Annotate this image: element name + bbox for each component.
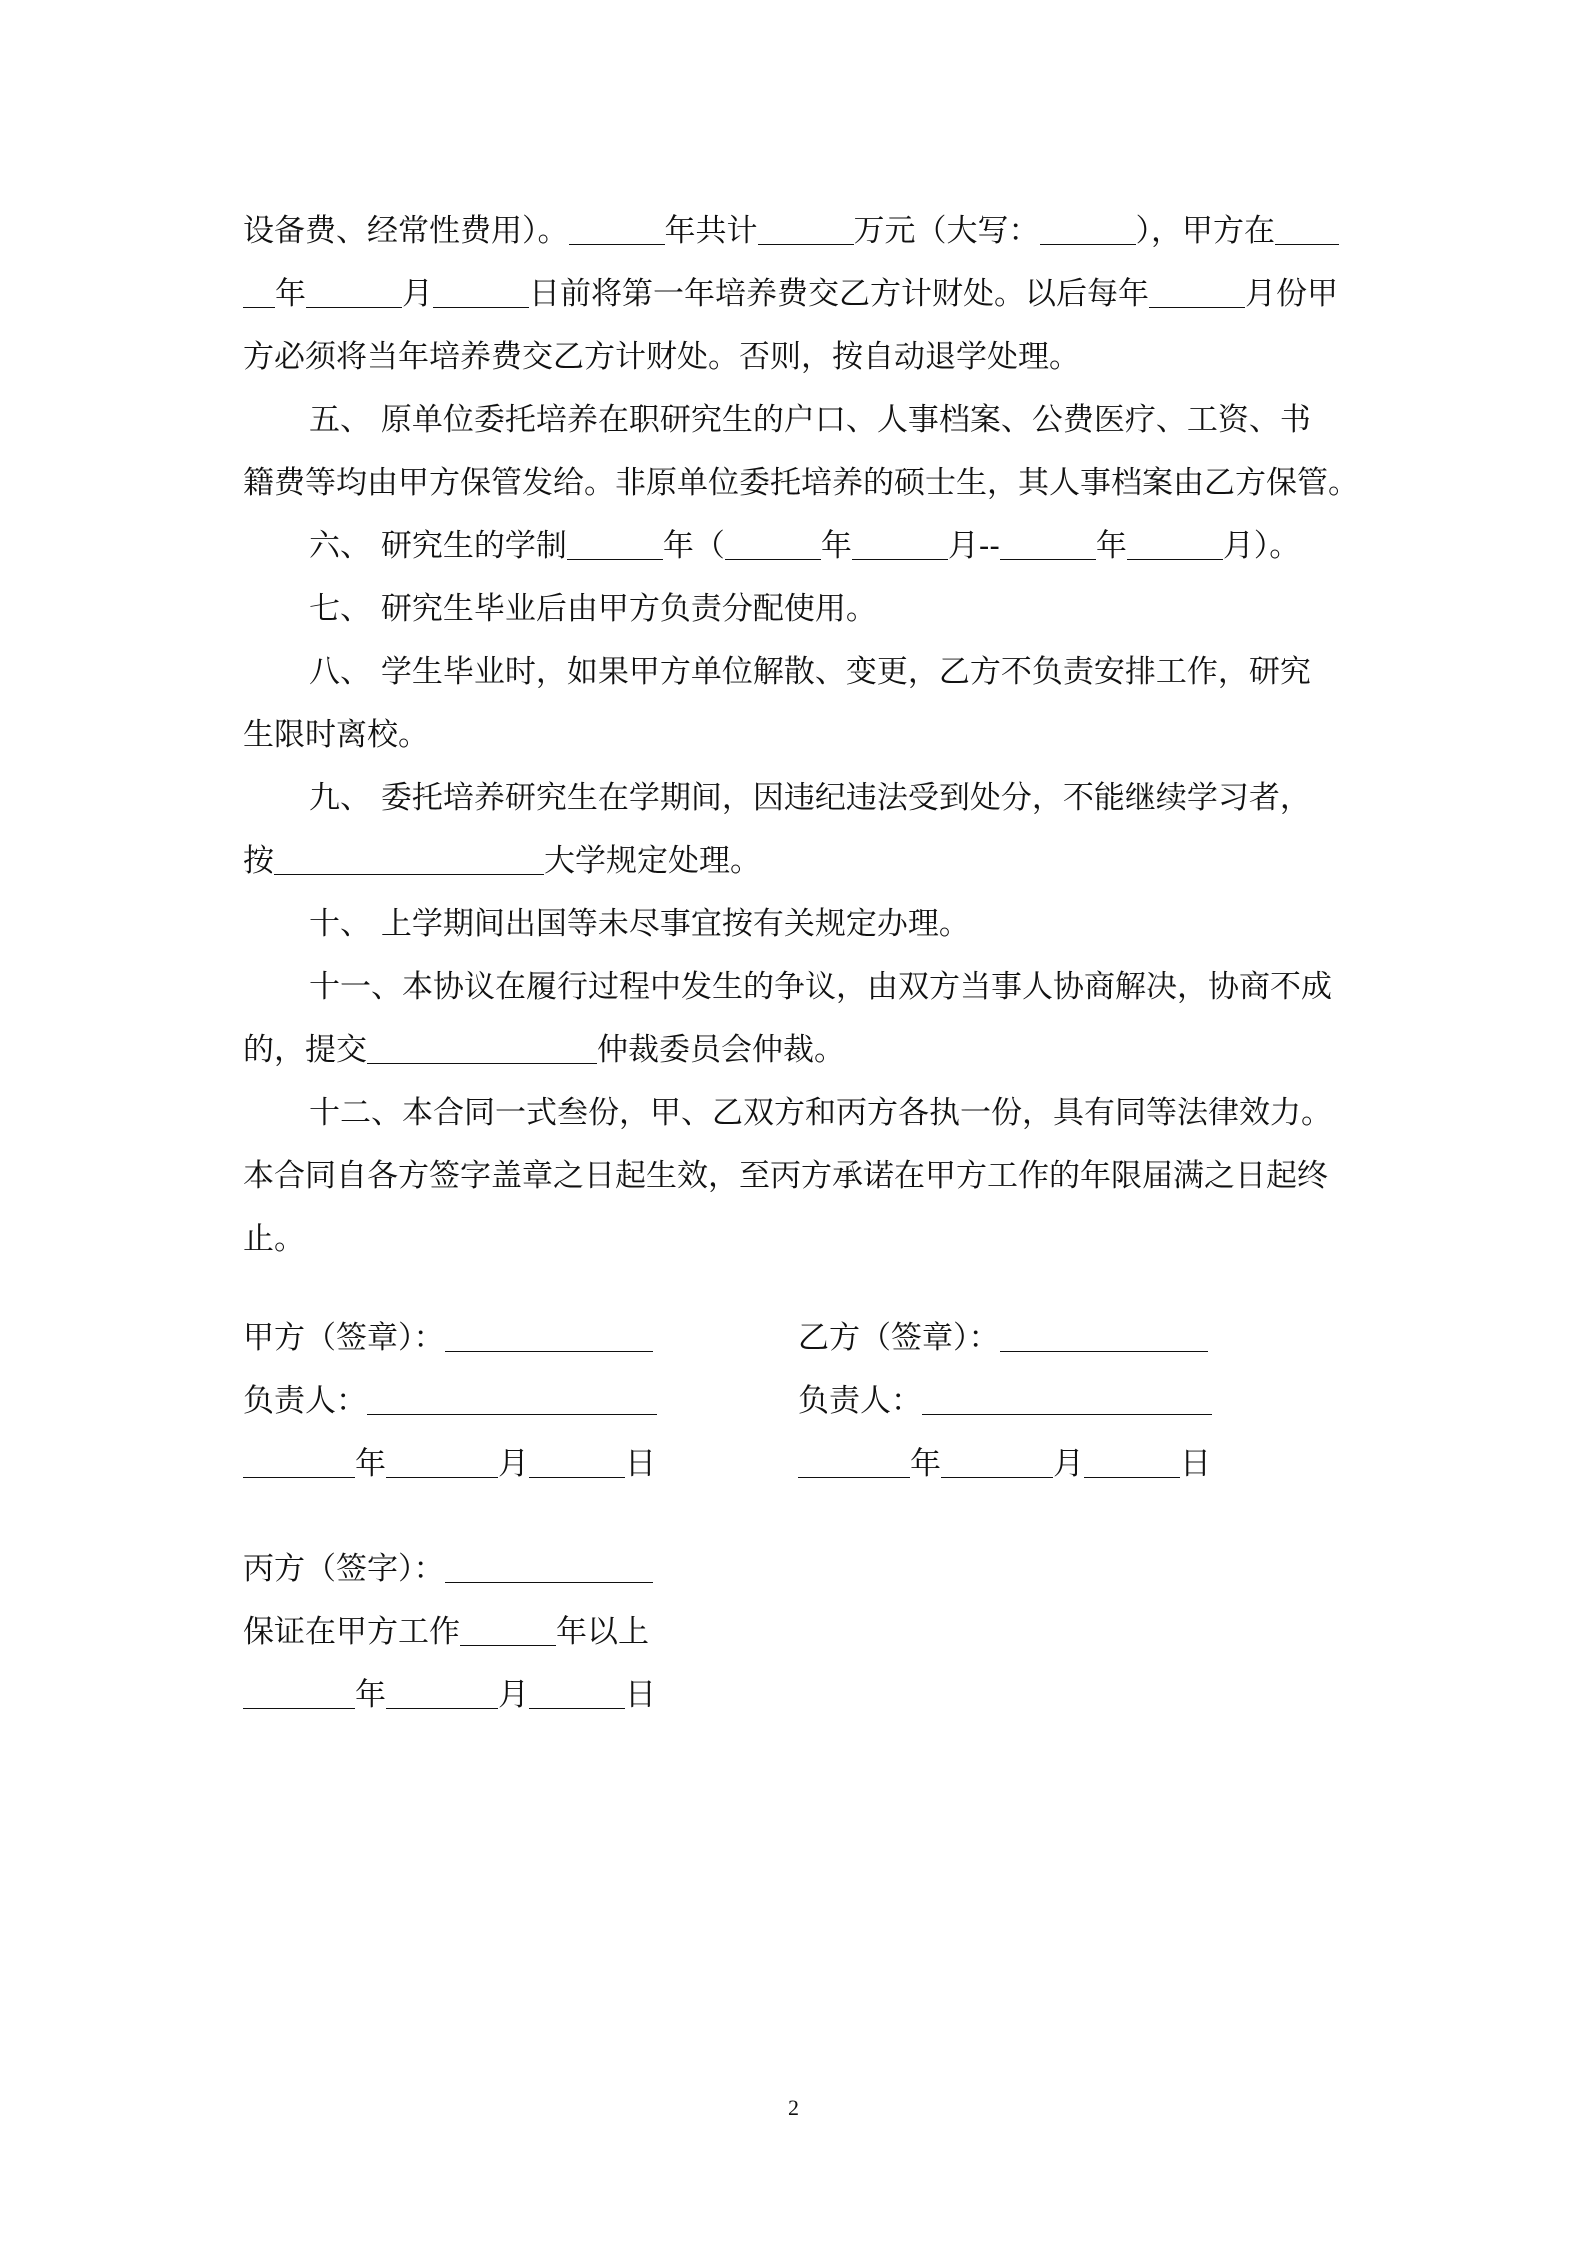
clause-11-line-2	[243, 1019, 1353, 1082]
text: 六、 研究生的学制	[309, 528, 567, 564]
label: 年	[355, 1446, 386, 1482]
blank-field[interactable]	[567, 531, 663, 560]
label: 月	[1053, 1446, 1084, 1482]
blank-field[interactable]	[367, 1035, 597, 1064]
clause-12-line-1: 十二、本合同一式叁份，甲、乙双方和丙方各执一份，具有同等法律效力。	[309, 1095, 1332, 1131]
text: 年	[1095, 528, 1127, 564]
month-field[interactable]	[941, 1449, 1053, 1478]
blank-field[interactable]	[758, 216, 854, 245]
party-a-seal	[243, 1307, 653, 1370]
text: 按	[243, 843, 274, 879]
clause-4-line-2	[243, 263, 1353, 326]
label: 日	[1180, 1446, 1211, 1482]
blank-field[interactable]	[1040, 216, 1136, 245]
label: 丙方（签字）：	[243, 1551, 445, 1587]
clause-9-line-2	[243, 830, 1353, 893]
clause-5-line-1: 五、 原单位委托培养在职研究生的户口、人事档案、公费医疗、工资、书	[309, 402, 1311, 438]
clause-8-line-2: 生限时离校。	[243, 717, 429, 753]
blank-field[interactable]	[306, 279, 402, 308]
blank-field[interactable]	[569, 216, 665, 245]
signature-row-date	[243, 1433, 1353, 1496]
blank-field[interactable]	[1149, 279, 1245, 308]
month-field[interactable]	[386, 1680, 498, 1709]
signature-row-seal	[243, 1307, 1353, 1370]
spacer	[243, 1271, 1353, 1307]
party-b-seal	[798, 1307, 1208, 1370]
label: 保证在甲方工作	[243, 1614, 460, 1650]
clause-5-line-2: 籍费等均由甲方保管发给。非原单位委托培养的硕士生，其人事档案由乙方保管。	[243, 465, 1359, 501]
party-a-person-field[interactable]	[367, 1386, 657, 1415]
years-field[interactable]	[460, 1617, 556, 1646]
blank-field[interactable]	[725, 531, 821, 560]
document-page	[243, 200, 1359, 1727]
label: 年以上	[556, 1614, 649, 1650]
text: 万元（大写：	[853, 213, 1040, 249]
label: 乙方（签章）：	[798, 1320, 1000, 1356]
party-c-date	[243, 1664, 1353, 1727]
day-field[interactable]	[529, 1680, 625, 1709]
day-field[interactable]	[1084, 1449, 1180, 1478]
label: 日	[625, 1677, 656, 1713]
clause-8-line-1: 八、 学生毕业时，如果甲方单位解散、变更，乙方不负责安排工作，研究	[309, 654, 1311, 690]
text: 仲裁委员会仲裁。	[597, 1032, 845, 1068]
text: 年（	[662, 528, 725, 564]
blank-field[interactable]	[852, 531, 948, 560]
label: 日	[625, 1446, 656, 1482]
blank-field[interactable]	[1127, 531, 1223, 560]
clause-9-line-1: 九、 委托培养研究生在学期间，因违纪违法受到处分，不能继续学习者，	[309, 780, 1311, 816]
page-number: 2	[788, 2095, 799, 2120]
text: 年	[275, 276, 306, 312]
clause-4-line-3: 方必须将当年培养费交乙方计财处。否则，按自动退学处理。	[243, 339, 1080, 375]
text: 月份甲	[1245, 276, 1338, 312]
party-a-person	[243, 1370, 657, 1433]
text: 大学规定处理。	[544, 843, 761, 879]
text: 年	[820, 528, 852, 564]
text: 月）。	[1222, 528, 1301, 564]
clause-12-line-3: 止。	[243, 1221, 305, 1257]
text: 设备费、经常性费用）。	[243, 213, 569, 249]
party-a-seal-field[interactable]	[445, 1323, 653, 1352]
text: 月	[402, 276, 433, 312]
label: 负责人：	[243, 1383, 367, 1419]
blank-field[interactable]	[1275, 216, 1339, 245]
label: 甲方（签章）：	[243, 1320, 445, 1356]
blank-field[interactable]	[243, 279, 275, 308]
label: 年	[355, 1677, 386, 1713]
party-c-guarantee	[243, 1601, 1353, 1664]
blank-field[interactable]	[433, 279, 529, 308]
clause-4-line-1	[243, 200, 1353, 263]
party-b-seal-field[interactable]	[1000, 1323, 1208, 1352]
year-field[interactable]	[243, 1680, 355, 1709]
month-field[interactable]	[386, 1449, 498, 1478]
year-field[interactable]	[243, 1449, 355, 1478]
party-b-person	[798, 1370, 1212, 1433]
party-b-date	[798, 1433, 1211, 1496]
party-c-sign	[243, 1538, 1353, 1601]
year-field[interactable]	[798, 1449, 910, 1478]
clause-7: 七、 研究生毕业后由甲方负责分配使用。	[309, 591, 877, 627]
clause-10: 十、 上学期间出国等未尽事宜按有关规定办理。	[309, 906, 970, 942]
signature-row-person	[243, 1370, 1353, 1433]
text: 年共计	[664, 213, 758, 249]
day-field[interactable]	[529, 1449, 625, 1478]
party-b-person-field[interactable]	[922, 1386, 1212, 1415]
spacer	[243, 1496, 1353, 1538]
text: 日前将第一年培养费交乙方计财处。以后每年	[529, 276, 1149, 312]
blank-field[interactable]	[1000, 531, 1096, 560]
text: 的，提交	[243, 1032, 367, 1068]
party-c-sign-field[interactable]	[445, 1554, 653, 1583]
party-a-date	[243, 1433, 656, 1496]
clause-11-line-1: 十一、本协议在履行过程中发生的争议，由双方当事人协商解决，协商不成	[309, 969, 1332, 1005]
blank-field[interactable]	[274, 846, 544, 875]
clause-12-line-2: 本合同自各方签字盖章之日起生效，至丙方承诺在甲方工作的年限届满之日起终	[243, 1158, 1328, 1194]
label: 月	[498, 1677, 529, 1713]
label: 年	[910, 1446, 941, 1482]
text: 月--	[947, 528, 1000, 564]
label: 负责人：	[798, 1383, 922, 1419]
label: 月	[498, 1446, 529, 1482]
text: ），甲方在	[1135, 213, 1275, 249]
clause-6	[243, 515, 1353, 578]
